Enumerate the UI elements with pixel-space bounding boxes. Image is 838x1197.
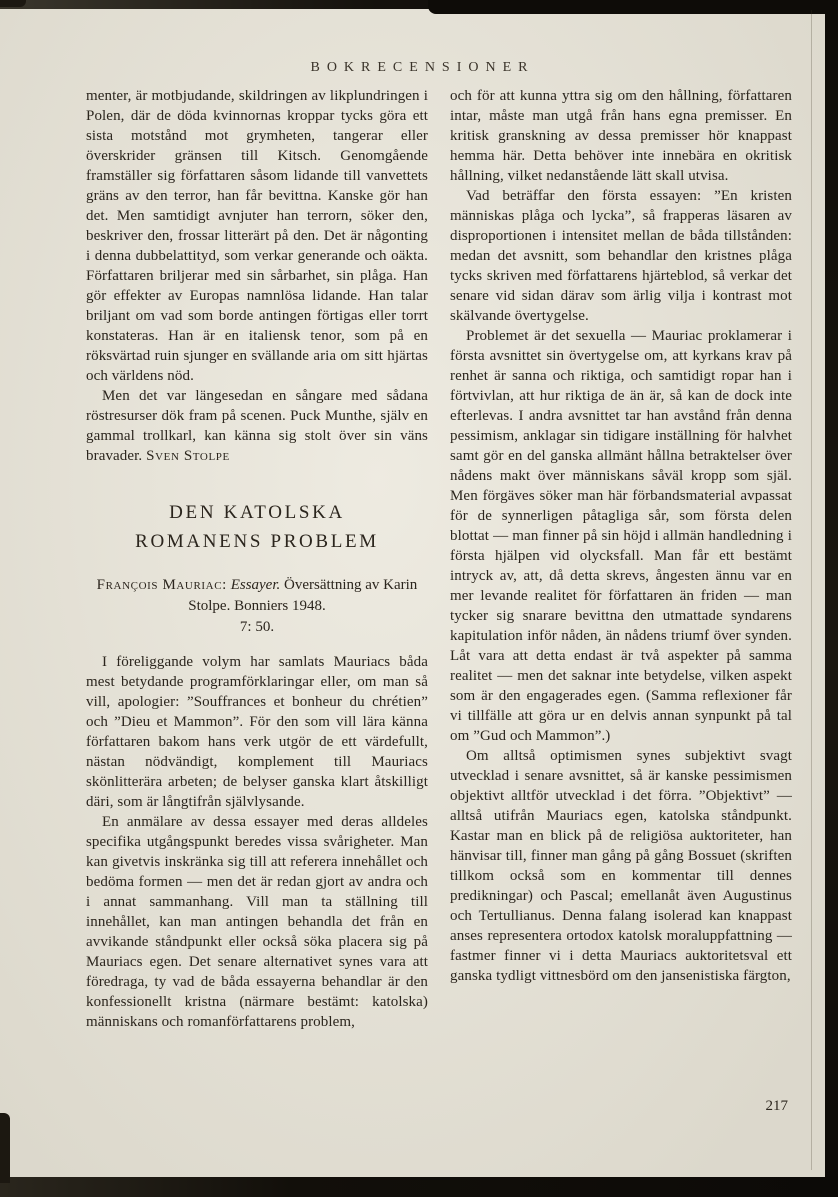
bibliography-author: François Mauriac:	[96, 576, 227, 593]
scan-artifact-bottom-edge	[0, 1177, 838, 1197]
scan-artifact-top-left-corner	[0, 0, 26, 7]
paragraph: Vad beträffar den första essayen: ”En kristen människas plåga och lycka”, så frapperas läsaren av disproportionen i intensitet mellan de båda tillstånden: medan det avsnitt, som behandlar den kristnes plåga tycks skriven med författarens hjärteblod, så verkar det senare vid sidan därav som ärlig vilja i kontrast mot skälvande övertygelse.	[450, 188, 792, 324]
paragraph: En anmälare av dessa essayer med deras alldeles specifika utgångspunkt beredes vissa svårigheter. Man kan givetvis inskränka sig till att referera innehållet och bedöma formen — men det är redan gjort av andra och i annat sammanhang. Vill man ta ställning till innehållet, kan man antingen behandla det från en avvikande ståndpunkt eller också söka placera sig på Mauriacs egen. Det senare alternativet synes vara att föredraga, ty vad de båda essayerna behandlar är den konfessionellt kristna (närmare bestämt: katolska) människans och romanförfattarens problem,	[86, 813, 428, 1030]
left-column	[86, 86, 428, 1032]
paragraph	[86, 386, 428, 466]
paragraph-text: Men det var längesedan en sångare med sådana röstresurser dök fram på scenen. Puck Munthe, själv en gammal trollkarl, kan känna sig stolt över sin väns bravader.	[86, 388, 428, 464]
paragraph: menter, är motbjudande, skildringen av likplundringen i Polen, där de döda kvinnornas kroppar tycks göra ett sista motstånd mot grymheten, tangerar eller överskrider gränsen till Kitsch. Genomgående framställer sig författaren såsom lidande till vanvettets gräns av den terror, han får bevittna. Kanske gör han det. Men samtidigt avnjuter han terrorn, söker den, beskriver den, frossar litterärt på den. Det är någonting i denna dubbelattityd, som verkar generande och oäkta. Författaren briljerar med sin sårbarhet, sin plåga. Han gör effekter av Europas namnlösa lidande. Han talar briljant om vad som borde antingen förtigas eller torrt konstateras. Han är en italiensk tenor, som på en röksvärtad ruin sjunger en svällande aria om sitt hjärtas och världens nöd.	[86, 88, 428, 384]
bibliography-title: Essayer.	[230, 576, 281, 593]
paragraph: och för att kunna yttra sig om den hållning, författaren intar, måste man utgå från hans egna premisser. En kritisk granskning av dessa premisser hör knappast hemma här. Detta behöver inte innebära en okritisk hållning, vilket nedanstående lätt skall utvisa.	[450, 88, 792, 184]
bibliography-price: 7: 50.	[239, 618, 275, 635]
review-signature: Sven Stolpe	[146, 448, 230, 464]
scan-artifact-top-right-edge	[428, 0, 838, 14]
page-number: 217	[765, 1098, 788, 1114]
section-heading	[86, 498, 428, 557]
scan-artifact-right-edge	[825, 0, 838, 1197]
paragraph: Problemet är det sexuella — Mauriac proklamerar i första avsnittet sin övertygelse om, att kyrkans krav på renhet är sanna och riktiga, och samtidigt ropar han i förtvivlan, att hur riktiga de än är, så kan de dock inte efterlevas. I andra avsnittet tar han avstånd från denna pessimism, anklagar sin tidigare inställning för halvhet samt gör en del ganska allmänt hållna betraktelser över nådens makt över människans såväl kropp som själ. Men förgäves söker man här förbandsmaterial avpassat för de synnerligen påtagliga sår, som första delen blottat — man finner på sin höjd i allmän handledning i första hjälpen vid olycksfall. Man får ett bestämt intryck av, att, då detta skrevs, ångesten ännu var en mer levande realitet för författaren än friden — man tycker sig snarare bevittna den utmattade syndarens kapitulation inför nåden, än nådens triumf över synden. Låt vara att detta endast är två aspekter på samma realitet — men det saknar inte betydelse, vilken aspekt som är den engagerades egen. (Samma reflexioner får vi tillfälle att göra ur en delvis annan synpunkt på tal om ”Gud och Mammon”.)	[450, 328, 792, 744]
scan-artifact-bottom-left-corner	[0, 1113, 10, 1183]
text-columns	[86, 86, 792, 1032]
scan-artifact-fold-line	[811, 10, 812, 1170]
bibliography	[92, 575, 422, 638]
paragraph: I föreliggande volym har samlats Mauriacs båda mest betydande programförklaringar eller, om man så vill, apologier: ”Souffrances et bonheur du chrétien” och ”Dieu et Mammon”. För den som vill lära känna författaren bakom hans verk utgör de ett värdefullt, nästan nödvändigt, komplement till Mauriacs skönlitterära arbeten; de belyser ganska klart åtskilligt däri, som är långtifrån självlysande.	[86, 653, 428, 810]
section-heading-line: DEN KATOLSKA	[169, 502, 345, 523]
bibliography-details: Översättning av Karin Stolpe. Bonniers 1948.	[188, 576, 418, 614]
running-header: BOKRECENSIONER	[310, 60, 535, 75]
paragraph: Om alltså optimismen synes subjektivt svagt utvecklad i senare avsnittet, så är kanske pessimismen objektivt alltför utvecklad i det förra. ”Objektivt” — alltså utifrån Mauriacs egen, katolska ståndpunkt. Kastar man en blick på de religiösa auktoriteter, han hänvisar till, finner man gång på gång Bossuet (skriften tillkom också som en kommentar till dennes predikningar) och Pascal; emellanåt även Augustinus och Tertullianus. Denna falang isolerad kan knappast anses representera ortodox katolsk moraluppfattning — fastmer finner vi i detta Mauriacs auktoritetsval ett ganska tydligt vittnesbörd om den jansenistiska färgton,	[450, 748, 792, 984]
right-column	[450, 86, 792, 1032]
section-heading-line: ROMANENS PROBLEM	[135, 531, 379, 553]
